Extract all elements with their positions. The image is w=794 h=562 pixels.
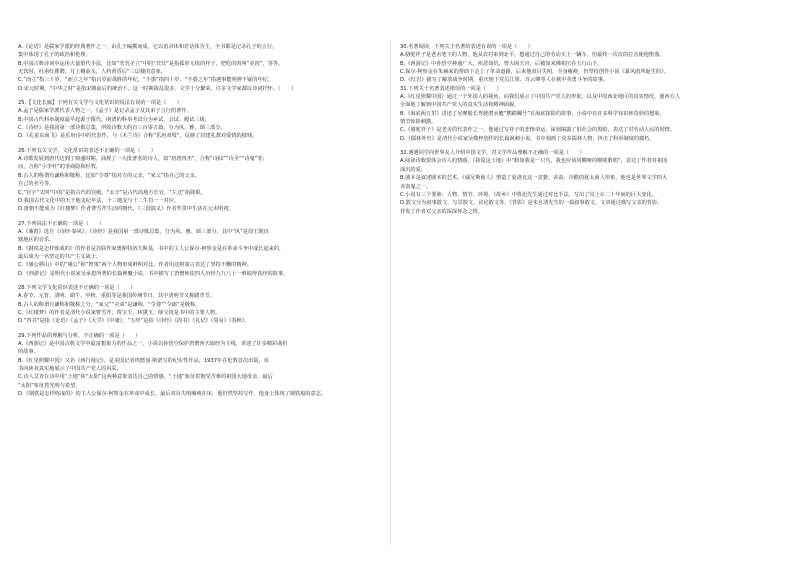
text-line: B.《海底两万里》讲述了尼摩船长驾驶潜水艇“鹦鹉螺号”在海底探险的故事，小说中有许多科学知识和奇妙的想象， (400, 110, 665, 117)
text-line: 27.下列说法不正确的一项是（ ） (18, 220, 105, 227)
spacer (18, 141, 374, 145)
question-block (18, 332, 374, 399)
text-line: 32.遇遇同学向世界友人介绍中国文学，对文学作品理解不正确的一项是（ ） (400, 150, 585, 157)
text-line: C.保尔·柯察金在朱赫来的帮助下走上了革命道路，后来他双目失明，全身瘫痪，仍坚持创作小说《暴风雨所诞生的》。 (400, 69, 669, 76)
text-line: D.我国古代文化中的天干地支纪年法，十二地支与十二生肖一一对应。 (18, 197, 180, 204)
text-line: B.《红星照耀中国》又名《西行漫记》，是美国记者埃德加·斯诺写的纪实性作品，1937年在伦敦首次出版，该 (18, 357, 269, 364)
text-line: C.“而立”指三十岁，“而立之年”指百岁前战胜的年纪，“不惑”指四十岁，“不惑之年”指遇事能明辨不疑的年纪。 (18, 77, 274, 84)
text-line: C.诗人艾青在诗中用“土地”和“太阳”这两种意象表达自己的情感，“土地”象征着饱受苦难的祖国大地母亲，最后 (18, 374, 273, 381)
text-line: 29.下列作品的理解与分析，不正确的一项是（ ） (18, 332, 141, 339)
text-line: D.《西游记》是明代小说家吴承恩所著的长篇神魔小说，书中描写了唐僧师徒四人历经九九八十一难取得真经的故事。 (18, 270, 289, 277)
text-line: D.《钢铁是怎样炼成的》的主人公保尔·柯察金在革命中成长，最后双目失明瘫痪在床，他仍然坚持写作，他身上体现了钢铁般的意志。 (18, 391, 327, 398)
question-block (400, 149, 756, 216)
text-line: 无饮时，杜甫红瞿聘，月上樽前头，人约黄昏后“三层楼的意象。 (18, 69, 166, 76)
text-line: C.《愚公移山》中的“愚公”和“智叟”两个人物形成鲜明对比，作者用这则寓言表达了坚持不懈的精神。 (18, 262, 252, 269)
question-block (18, 220, 374, 278)
text-line: 抒发了作者对父亲的深深怀念之情。 (400, 208, 484, 215)
text-line: D.《红岩》描写了解放战争时期，重庆地下党员江姐、许云峰等人在狱中英勇斗争的故事。 (400, 77, 608, 84)
text-line: A.孟子是儒家学派代表人物之一，《孟子》是记录孟子及其弟子言行的著作。 (18, 108, 192, 115)
text-line: A.阅读诗歌要体会诗人的情感，《我爱这土地》中“假如我是一只鸟，我也应该用嘶哑的喉咙歌唱”，表达了作者对祖国 (400, 158, 668, 165)
text-line: 的故事。 (18, 349, 39, 356)
question-block (18, 284, 374, 326)
spacer (18, 326, 374, 330)
spacer (18, 214, 374, 218)
left-column (18, 41, 374, 546)
text-line: D.唐朝不能成为《红楼梦》作者曹雪芹生活的朝代，《三国演义》作者罗贯中生活在元末明初。 (18, 206, 234, 213)
text-line: A.《蒹葭》选自《诗经·秦风》，《诗经》是我国第一部诗歌总集，分为风、雅、颂三部分，其中“风”是周王朝直 (18, 228, 269, 235)
text-line: B.剧本是叙述剧本的艺术，《威尼斯商人》塑造了夏洛克这一贪婪、吝啬、冷酷的犹太商人形象，他也是世界文学四大 (400, 175, 668, 182)
text-line: A.《红星照耀中国》通过一个外国人的视角，向我们展示了中国共产党人的形象，以及中国西北地区的真实情况，使西方人 (400, 94, 681, 101)
text-line: 31.下列关于名著表述错误的一项是（ ） (400, 85, 502, 92)
question-block (18, 99, 374, 141)
text-line: B.古人的称谓有谦称和敬称，比如“令尊”指对方的父亲，“家父”指自己的父亲。 (18, 172, 200, 179)
text-line: 自己的名号等。 (18, 181, 55, 188)
text-line: 28.下列文学文化常识表述不正确的一项是（ ） (18, 284, 136, 291)
text-line: 情节惊险刺激。 (400, 119, 437, 126)
text-line: D.《孔雀东南飞》是乐府诗中的代表作，与《木兰诗》合称“乐府双璧”，反映了封建礼教对爱情的摧残。 (18, 133, 258, 140)
spacer (400, 143, 756, 147)
text-line: 26.下列有关文学、文化常识的表述不正确的一项是（ ） (18, 147, 156, 154)
text-line: 吝啬鬼之一。 (400, 183, 432, 190)
text-line: C.《诗经》是我国第一部诗歌总集，所收诗歌大约有三百零五篇，分为风、雅、颂三部分。 (18, 125, 226, 132)
text-line: 深沉的爱。 (400, 166, 426, 173)
text-line: A.骆驼祥子是老舍笔下的人物，他从农村来到北平，想通过自己的劳动买上一辆车，但最终一次次的打击使他堕落。 (400, 52, 665, 59)
text-line: A.诗歌发展到唐代达到了鼎盛时期，涌现了一大批著名的诗人，如“初唐四杰”，合称“诗仙”“诗圣”“诗鬼”等； (18, 156, 268, 163)
text-line: A.《论语》是儒家学派的经典著作之一，由孔子编撰而成，它以语录体和对话体为主，全书都是记录孔子的言行， (18, 44, 278, 50)
question-block (18, 43, 374, 93)
text-line: B.《钢铁是怎样炼成的》的作者是苏联作家奥斯特洛夫斯基，书中的主人公保尔·柯察金是在革命斗争中成长起来的， (18, 245, 285, 252)
text-line: 全面地了解到中国共产党人的真实生活和精神面貌。 (400, 102, 520, 109)
text-line: B.中国古代科举制度最早起源于隋代，明清的科举考试分为乡试、会试、殿试三级。 (18, 116, 210, 123)
text-line: 书向读者真实地展示了中国共产党人的风采。 (18, 366, 122, 373)
text-line: A.《西游记》是中国古典文学中最富想象力的作品之一，小说以孙悟空保护唐僧西天取经为主线，讲述了许多精彩曲折 (18, 341, 288, 347)
column-divider (390, 40, 391, 545)
text-line: C.“宫宇”又叫“中的”是指古代的宫殿，“太守”是古代的地方长官，“左迁”指降职。 (18, 189, 206, 196)
text-line: 30.名著阅读，下列关于名著的表述有误的一项是（ ） (400, 44, 533, 50)
text-line: B.古人的称谓有谦称和敬称之分，“家父”“舍弟”是谦称，“令尊”“令郎”是敬称。 (18, 301, 201, 308)
spacer (18, 278, 374, 282)
question-block (18, 147, 374, 214)
text-line: D.《儒林外史》是清代小说家吴敬梓创作的长篇讽刺小说，书中刻画了众多儒林人物，抨击了科举制度的腐朽。 (400, 135, 655, 142)
text-line: “太阳”象征着光明与希望。 (18, 382, 81, 389)
text-line: 而，合称“小李杜”的李商隐和杜牧。 (18, 164, 102, 171)
right-column (400, 41, 756, 546)
spacer (18, 93, 374, 97)
text-line: D.宋元时期，“中华之时”是指宋朝前后的统治下，这一时期战乱很多，文学十分繁荣，许多文学家都以诗词抒怀。（ ） (18, 85, 297, 92)
text-line: B.《西游记》中孙悟空神通广大，疾恶如仇，曾大闹天宫，后被如来佛祖压在五行山下。 (400, 60, 603, 67)
text-line: A.春节、元宵、清明、端午、中秋、重阳等是我国传统节日，其中清明节又称踏青节。 (18, 293, 216, 300)
text-line: 最后成为一名坚定的共产主义战士。 (18, 253, 102, 260)
text-line: 集中体现了孔子的政治和伦理。 (18, 52, 91, 59)
text-line: D.“四书”是指《论语》《孟子》《大学》《中庸》，“五经”是指《诗经》《尚书》《礼记》《周易》《春秋》。 (18, 318, 250, 325)
text-line: 25.【文化长廊】下列有关文学与文化常识的说法有误的一项是（ ） (18, 100, 182, 107)
text-line: B.中国古典诗词中运用大量借代手法，比如“茕茕孑立”中的“茕茕”是指孤单无依的样子，把吃的肉叫“美肉”，等等。 (18, 60, 284, 67)
text-line: C.小说有三个要素：人物、情节、环境，《故乡》中鲁迅先生通过对比手法，写出了闰土在二十年间的巨大变化。 (400, 191, 657, 198)
question-block (400, 43, 756, 143)
text-line: D.散文分为叙事散文、写景散文、议论散文等，《背影》是朱自清先生的一篇叙事散文，文章通过描写父亲的背影， (400, 200, 663, 207)
text-line: 辖地区的音乐。 (18, 237, 55, 244)
text-line: C.《骆驼祥子》是老舍的代表作之一，他通过写祥子的悲惨命运，深刻揭露了旧社会的黑暗，表达了对劳动人民的同情。 (400, 127, 676, 134)
text-line: C.《红楼梦》的作者是清代小说家曹雪芹，贾宝玉、林黛玉、薛宝钗是书中的主要人物。 (18, 309, 221, 316)
